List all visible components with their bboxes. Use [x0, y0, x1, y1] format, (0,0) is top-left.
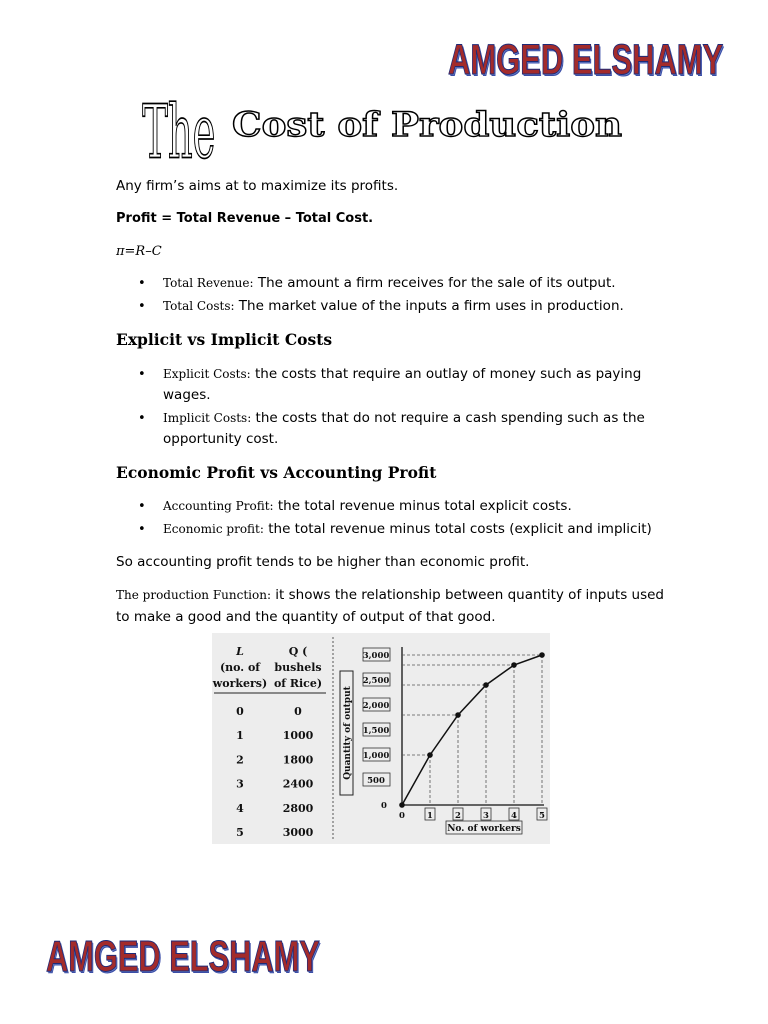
y-tick-label: 500 [367, 776, 385, 786]
y-tick-label: 3,000 [362, 651, 390, 661]
series-line [402, 655, 542, 805]
x-tick-label: 1 [427, 811, 433, 821]
y-tick-label: 1,000 [362, 751, 390, 761]
intro-text: Any firm’s aims at to maximize its profits. [116, 178, 399, 194]
profit-formula: π=R–C [116, 244, 162, 259]
data-point [511, 662, 517, 668]
revenue-cost-list [138, 273, 658, 317]
chart-area [340, 647, 547, 834]
profit-list [138, 496, 658, 540]
table-cell: 2 [236, 753, 244, 767]
table-header: Q ( [288, 645, 308, 658]
x-tick-label: 4 [511, 811, 517, 821]
x-axis-label: No. of workers [447, 824, 521, 834]
list-item [138, 296, 658, 317]
table-header: bushels [274, 661, 322, 674]
term: Economic profit: [163, 522, 264, 536]
title-word-the: The [142, 89, 216, 174]
x-tick-label: 3 [483, 811, 489, 821]
table-cell: 1000 [282, 729, 314, 743]
x-tick-label: 2 [455, 811, 461, 821]
conclusion-text: So accounting profit tends to be higher than economic profit. [116, 554, 530, 570]
table-cell: 2800 [282, 801, 314, 815]
table-header: of Rice) [273, 677, 323, 690]
production-function-text [116, 584, 664, 606]
table-header: (no. of [219, 661, 261, 674]
table-header: L [236, 645, 244, 658]
costs-list [138, 364, 658, 450]
definition: the costs that require an outlay of money such as paying wages. [163, 366, 642, 403]
table-cell: 5 [236, 826, 244, 839]
term: Explicit Costs: [163, 367, 251, 381]
data-point [455, 712, 461, 718]
list-item [138, 408, 658, 450]
table-cell: 0 [236, 705, 244, 718]
section-heading-profit: Economic Profit vs Accounting Profit [116, 463, 437, 482]
section-heading-costs: Explicit vs Implicit Costs [116, 330, 333, 349]
data-point [399, 802, 405, 808]
table-cell: 1 [236, 729, 244, 743]
list-item [138, 364, 658, 406]
y-tick-label: 1,500 [362, 726, 390, 736]
table-body [236, 705, 313, 839]
definition: the total revenue minus total explicit costs. [273, 498, 572, 514]
definition: the total revenue minus total costs (explicit and implicit) [263, 521, 652, 537]
term: Accounting Profit: [163, 499, 274, 513]
table-header: workers) [212, 677, 268, 690]
definition: The amount a firm receives for the sale of its output. [253, 275, 616, 291]
production-function-text-cont: to make a good and the quantity of output of that good. [116, 609, 496, 625]
y-tick-label: 2,000 [362, 701, 390, 711]
brand-header: AMGED ELSHAMY [448, 36, 724, 84]
table-cell: 0 [294, 705, 302, 718]
production-figure-svg [212, 633, 550, 844]
table-cell: 4 [236, 801, 244, 815]
x-tick-label: 0 [399, 811, 405, 821]
y-tick-label: 2,500 [362, 676, 390, 686]
data-point [483, 682, 489, 688]
table-cell: 3 [236, 777, 244, 791]
term: Implicit Costs: [163, 411, 252, 425]
list-item [138, 273, 658, 294]
document-title [140, 84, 640, 174]
list-item [138, 496, 658, 517]
x-tick-label: 5 [539, 811, 545, 821]
term: Total Revenue: [163, 276, 254, 290]
y-tick-label: 0 [381, 801, 387, 811]
profit-definition: Profit = Total Revenue – Total Cost. [116, 211, 374, 226]
y-axis-label: Quantity of output [343, 686, 353, 780]
brand-footer: AMGED ELSHAMY [46, 932, 320, 981]
definition: The market value of the inputs a firm uses in production. [234, 298, 624, 314]
table-cell: 3000 [282, 826, 314, 839]
table-cell: 1800 [282, 753, 314, 767]
table-cell: 2400 [282, 777, 314, 791]
definition: it shows the relationship between quantity of inputs used [271, 587, 665, 603]
definition: the costs that do not require a cash spending such as the opportunity cost. [163, 410, 645, 447]
list-item [138, 519, 658, 540]
production-figure [212, 633, 550, 844]
term: The production Function: [116, 588, 272, 602]
data-point [539, 652, 545, 658]
data-point [427, 752, 433, 758]
term: Total Costs: [163, 299, 235, 313]
title-word-rest: Cost of Production [232, 105, 622, 145]
